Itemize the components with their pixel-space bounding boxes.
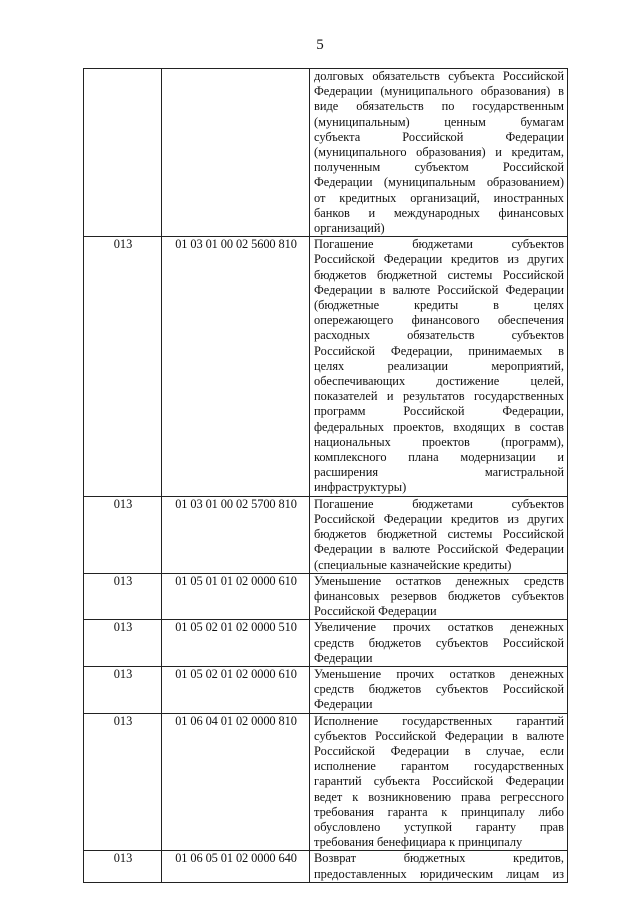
description-line: требования гаранта к принципалу либо (314, 804, 564, 819)
description-line: Российской Федерации в случае, если (314, 743, 564, 758)
description-cell (310, 713, 568, 851)
description-line: требования бенефициара к принципалу (314, 835, 523, 850)
description-line: (специальные казначейские кредиты) (314, 557, 512, 572)
admin-code-cell: 013 (84, 573, 162, 620)
admin-code-cell: 013 (84, 666, 162, 713)
description-line: организаций) (314, 221, 385, 236)
description-line: комплексного плана модернизации и (314, 450, 564, 465)
classification-code-cell: 01 06 05 01 02 0000 640 (162, 851, 310, 882)
classification-code-cell: 01 05 02 01 02 0000 510 (162, 620, 310, 667)
description-line: полученным субъектом Российской (314, 160, 564, 175)
description-line: Погашение бюджетами субъектов (314, 496, 564, 511)
description-cell (310, 620, 568, 667)
description-line: Увеличение прочих остатков денежных (314, 620, 564, 635)
description-line: долговых обязательств субъекта Российской (314, 69, 564, 83)
description-line: финансовых резервов бюджетов субъектов (314, 588, 564, 603)
description-line: Федерации (муниципального образования) в (314, 84, 564, 99)
description-line: предоставленных юридическим лицам из (314, 866, 564, 881)
classification-code-cell: 01 06 04 01 02 0000 810 (162, 713, 310, 851)
description-line: Возврат бюджетных кредитов, (314, 851, 564, 866)
description-line: расходных обязательств субъектов (314, 328, 564, 343)
description-cell (310, 237, 568, 496)
admin-code-cell: 013 (84, 620, 162, 667)
description-line: средств бюджетов субъектов Российской (314, 682, 564, 697)
description-line: (бюджетные кредиты в целях (314, 298, 564, 313)
admin-code-cell: 013 (84, 496, 162, 573)
description-line: субъектов Российской Федерации в валюте (314, 728, 564, 743)
description-line: субъекта Российской Федерации (314, 129, 564, 144)
description-line: целях реализации мероприятий, (314, 358, 564, 373)
description-line: Уменьшение прочих остатков денежных (314, 666, 564, 681)
description-line: Федерации (314, 697, 373, 712)
description-line: Исполнение государственных гарантий (314, 713, 564, 728)
description-cell (310, 851, 568, 882)
table-row (84, 69, 568, 237)
description-cell (310, 666, 568, 713)
description-line: Федерации (314, 650, 373, 665)
description-line: Федерации в валюте Российской Федерации (314, 542, 564, 557)
admin-code-cell: 013 (84, 237, 162, 496)
classification-code-cell: 01 03 01 00 02 5600 810 (162, 237, 310, 496)
description-line: ведет к возникновению права регрессного (314, 789, 564, 804)
description-line: федеральных проектов, входящих в состав (314, 419, 564, 434)
table-row (84, 713, 568, 851)
description-line: исполнение гарантом государственных (314, 759, 564, 774)
description-line: бюджетов бюджетной системы Российской (314, 527, 564, 542)
admin-code-cell (84, 69, 162, 237)
description-line: программ Российской Федерации, (314, 404, 564, 419)
budget-codes-table (83, 68, 568, 883)
description-line: расширения магистральной (314, 465, 564, 480)
classification-code-cell (162, 69, 310, 237)
description-line: Погашение бюджетами субъектов (314, 237, 564, 252)
page-number: 5 (316, 37, 324, 53)
description-line: Федерации (муниципальным образованием) (314, 175, 564, 190)
admin-code-cell: 013 (84, 851, 162, 882)
admin-code-cell: 013 (84, 713, 162, 851)
table-row (84, 237, 568, 496)
table-row (84, 496, 568, 573)
description-line: Российской Федерации, принимаемых в (314, 343, 564, 358)
description-line: гарантий субъекта Российской Федерации (314, 774, 564, 789)
description-line: обеспечивающих достижение целей, (314, 374, 564, 389)
description-cell (310, 573, 568, 620)
description-line: банков и международных финансовых (314, 205, 564, 220)
table-row (84, 620, 568, 667)
classification-code-cell: 01 05 02 01 02 0000 610 (162, 666, 310, 713)
description-line: Российской Федерации (314, 604, 437, 619)
table-row (84, 573, 568, 620)
description-line: Российской Федерации кредитов из других (314, 252, 564, 267)
table-row (84, 851, 568, 882)
description-line: показателей и результатов государственных (314, 389, 564, 404)
description-line: национальных проектов (программ), (314, 434, 564, 449)
table-row (84, 666, 568, 713)
classification-code-cell: 01 03 01 00 02 5700 810 (162, 496, 310, 573)
description-line: инфраструктуры) (314, 480, 407, 495)
description-line: (муниципального образования) и кредитам, (314, 145, 564, 160)
description-line: обусловлено уступкой гаранту прав (314, 819, 564, 834)
description-line: Уменьшение остатков денежных средств (314, 573, 564, 588)
description-line: бюджетов бюджетной системы Российской (314, 267, 564, 282)
classification-code-cell: 01 05 01 01 02 0000 610 (162, 573, 310, 620)
description-line: Российской Федерации кредитов из других (314, 511, 564, 526)
description-cell (310, 69, 568, 237)
description-line: от кредитных организаций, иностранных (314, 190, 564, 205)
description-line: виде обязательств по государственным (314, 99, 564, 114)
description-line: (муниципальным) ценным бумагам (314, 114, 564, 129)
description-line: Федерации в валюте Российской Федерации (314, 282, 564, 297)
description-line: опережающего финансового обеспечения (314, 313, 564, 328)
description-cell (310, 496, 568, 573)
description-line: средств бюджетов субъектов Российской (314, 635, 564, 650)
